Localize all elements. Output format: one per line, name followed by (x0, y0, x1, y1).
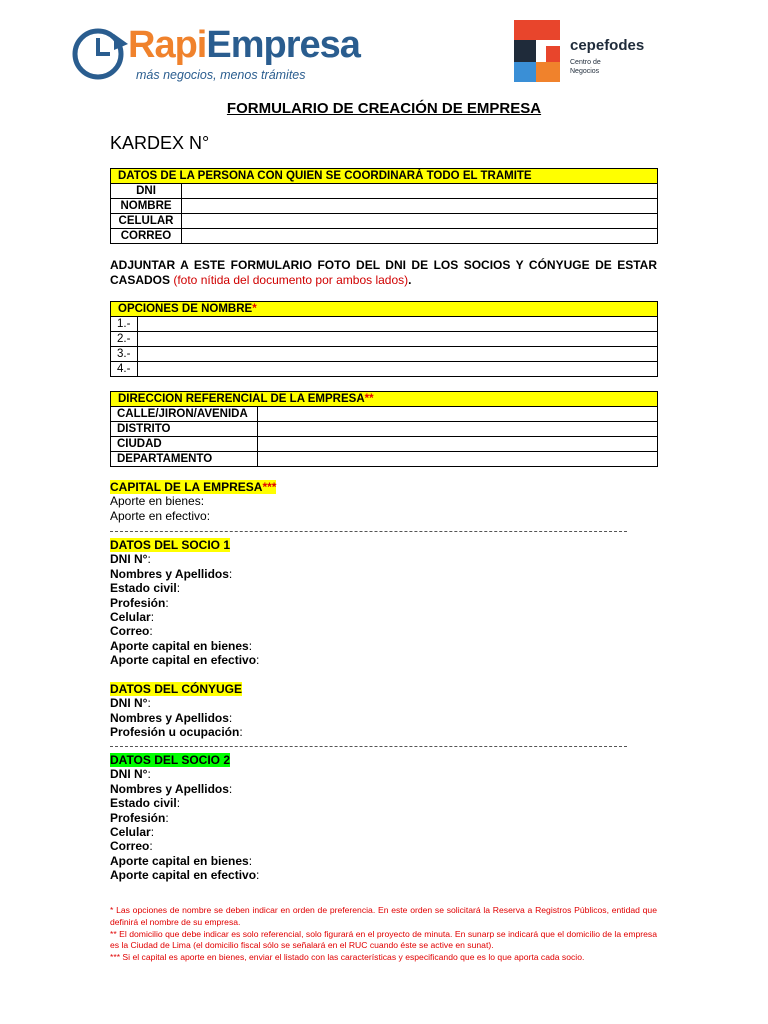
table-row (111, 437, 658, 452)
divider (110, 531, 627, 532)
footnotes (110, 905, 657, 964)
name-options-table (110, 301, 658, 377)
nombre-field[interactable] (182, 199, 658, 214)
list-item: Nombres y Apellidos: (110, 710, 233, 725)
cepefodes-subtitle: Centro de Negocios (570, 59, 601, 75)
cepefodes-name: cepefodes (570, 37, 645, 54)
table-row (111, 422, 658, 437)
conyuge-section (110, 682, 243, 740)
attach-instructions (110, 258, 657, 288)
row-label: 1.- (111, 317, 138, 332)
list-item: Nombres y Apellidos: (110, 781, 233, 796)
department-field[interactable] (258, 452, 658, 467)
list-item: Celular: (110, 825, 155, 840)
attach-note: (foto nítida del documento por ambos lados) (173, 273, 409, 287)
list-item: Aporte capital en efectivo: (110, 868, 260, 883)
clock-arrow-icon (70, 24, 130, 84)
list-item: DNI N°: (110, 552, 151, 567)
divider (110, 746, 627, 747)
row-label: 2.- (111, 332, 138, 347)
rapiempresa-tagline: más negocios, menos trámites (136, 68, 306, 82)
list-item: Correo: (110, 839, 153, 854)
capital-line: Aporte en bienes: (110, 494, 205, 509)
table-row (111, 229, 658, 244)
socio2-title: DATOS DEL SOCIO 2 (110, 753, 231, 767)
table-row (111, 332, 658, 347)
table-row (111, 184, 658, 199)
table-row (111, 214, 658, 229)
row-label: NOMBRE (111, 199, 182, 214)
table-row (111, 362, 658, 377)
name-option-2-field[interactable] (138, 332, 658, 347)
rapiempresa-wordmark: RapiEmpresa (128, 24, 360, 66)
table-row (111, 452, 658, 467)
list-item: Estado civil: (110, 581, 181, 596)
row-label: 3.- (111, 347, 138, 362)
name-option-3-field[interactable] (138, 347, 658, 362)
row-label: CORREO (111, 229, 182, 244)
socio2-section (110, 753, 259, 883)
capital-section (110, 480, 276, 523)
cepefodes-mark-icon (514, 20, 562, 82)
table-row (111, 407, 658, 422)
celular-field[interactable] (182, 214, 658, 229)
conyuge-title: DATOS DEL CÓNYUGE (110, 682, 243, 696)
name-option-4-field[interactable] (138, 362, 658, 377)
city-field[interactable] (258, 437, 658, 452)
name-option-1-field[interactable] (138, 317, 658, 332)
list-item: Aporte capital en bienes: (110, 638, 253, 653)
list-item: Nombres y Apellidos: (110, 566, 233, 581)
table-row (111, 199, 658, 214)
contact-table-header: DATOS DE LA PERSONA CON QUIEN SE COORDINARÁ TODO EL TRAMITE (111, 169, 658, 184)
footnote: ** El domicilio que debe indicar es solo referencial, solo figurará en el proyecto de minuta. En sunarp se indicará que el domicilio de la empresa es la Ciudad de Lima (el domicilio fiscal sólo se señalará en el RUC cuando éste se active en sunat). (110, 928, 657, 951)
form-title: FORMULARIO DE CREACIÓN DE EMPRESA (226, 100, 542, 117)
cepefodes-logo (514, 20, 664, 84)
rapiempresa-logo (70, 22, 370, 86)
district-field[interactable] (258, 422, 658, 437)
capital-title: CAPITAL DE LA EMPRESA*** (110, 480, 277, 494)
footnote: *** Si el capital es aporte en bienes, enviar el listado con las características y especificando que es lo que aporta cada socio. (110, 952, 585, 963)
dni-field[interactable] (182, 184, 658, 199)
row-label: DISTRITO (111, 422, 258, 437)
list-item: Aporte capital en bienes: (110, 853, 253, 868)
list-item: Profesión: (110, 810, 169, 825)
capital-line: Aporte en efectivo: (110, 508, 211, 523)
attach-text: ADJUNTAR A ESTE FORMULARIO FOTO DEL DNI DE LOS SOCIOS Y CÓNYUGE DE ESTAR CASADOS (110, 258, 657, 287)
name-options-header: OPCIONES DE NOMBRE* (111, 302, 658, 317)
street-field[interactable] (258, 407, 658, 422)
correo-field[interactable] (182, 229, 658, 244)
list-item: Correo: (110, 624, 153, 639)
socio1-section (110, 538, 259, 668)
footnote: * Las opciones de nombre se deben indicar en orden de preferencia. En este orden se solicitará la Reserva a Registros Públicos, entidad que definirá el nombre de su empresa. (110, 905, 657, 927)
list-item: Profesión u ocupación: (110, 725, 243, 740)
row-label: 4.- (111, 362, 138, 377)
kardex-label: KARDEX N° (110, 133, 210, 153)
contact-table (110, 168, 658, 244)
list-item: Profesión: (110, 595, 169, 610)
list-item: Aporte capital en efectivo: (110, 653, 260, 668)
table-row (111, 347, 658, 362)
list-item: Estado civil: (110, 796, 181, 811)
table-row (111, 317, 658, 332)
list-item: Celular: (110, 610, 155, 625)
row-label: CELULAR (111, 214, 182, 229)
row-label: CALLE/JIRON/AVENIDA (111, 407, 258, 422)
row-label: DEPARTAMENTO (111, 452, 258, 467)
row-label: CIUDAD (111, 437, 258, 452)
address-table-header: DIRECCION REFERENCIAL DE LA EMPRESA** (111, 392, 658, 407)
list-item: DNI N°: (110, 767, 151, 782)
list-item: DNI N°: (110, 696, 151, 711)
address-table (110, 391, 658, 467)
socio1-title: DATOS DEL SOCIO 1 (110, 538, 231, 552)
row-label: DNI (111, 184, 182, 199)
attach-end: . (408, 273, 412, 287)
